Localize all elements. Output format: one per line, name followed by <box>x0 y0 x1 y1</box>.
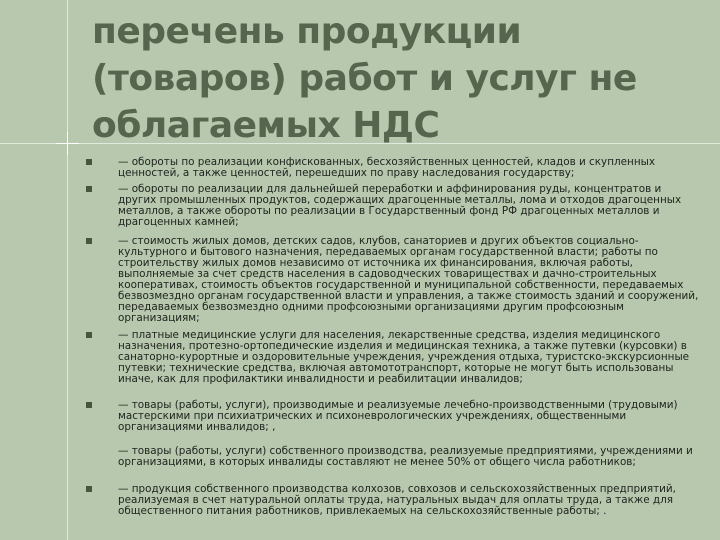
square-bullet-icon <box>86 186 92 192</box>
list-item <box>86 484 702 517</box>
list-item <box>86 400 702 433</box>
square-bullet-icon <box>86 238 92 244</box>
square-bullet-icon <box>86 402 92 408</box>
list-item <box>86 157 702 179</box>
list-item <box>86 184 702 228</box>
square-bullet-icon <box>86 159 92 165</box>
list-item-text: — платные медицинские услуги для населения, лекарственные средства, изделия медицинского назначения, протезно-ортопедические изделия и медицинская техника, а также путевки (курсовки) в санаторно-курортные и оздоровительные учреждения, учреждения отдыха, туристско-экскурсионные путевки; технические средства, включая автомототранспорт, которые не могут быть использованы иначе, как для профилактики инвалидности и реабилитации инвалидов; <box>118 329 690 385</box>
list-item <box>86 236 702 324</box>
square-bullet-icon <box>86 332 92 338</box>
vertical-decor-line <box>67 0 68 540</box>
list-item-text: — обороты по реализации для дальнейшей переработки и аффинирования руды, концентратов и других промышленных продуктов, содержащих драгоценные металлы, лома и отходов драгоценных металлов, а также обороты по реализации в Государственный фонд РФ драгоценных металлов и драгоценных камней; <box>118 183 682 228</box>
list-item <box>86 330 702 385</box>
slide-title: перечень продукции (товаров) работ и услуг не облагаемых НДС <box>92 11 637 146</box>
list-item <box>86 446 702 468</box>
list-item-text: — обороты по реализации конфискованных, бесхозяйственных ценностей, кладов и скупленных ценностей, а также ценностей, перешедших по праву наследования государству; <box>118 156 655 179</box>
list-item-text: — товары (работы, услуги) собственного производства, реализуемые предприятиями, учреждениями и организациями, в которых инвалиды составляют не менее 50% от общего числа работников; <box>118 445 693 468</box>
crosshair-decor-icon <box>56 132 79 155</box>
list-item-text: — продукция собственного производства колхозов, совхозов и сельскохозяйственных предприятий, реализуемая в счет натуральной оплаты труда, натуральных выдач для оплаты труда, а также для общественного питания работников, привлекаемых на сельскохозяйственные работы; . <box>118 483 676 517</box>
list-item-text: — стоимость жилых домов, детских садов, клубов, санаториев и других объектов социально-культурного и бытового назначения, передаваемых органам государственной власти; работы по строительству жилых домов независимо от источника их финансирования, включая работы, выполняемые за счет средств населения в садоводческих товариществах и дачно-строительных кооперативах, стоимость объектов государственной и муниципальной собственности, передаваемых безвозмездно органам государственной власти и управления, а также стоимость зданий и сооружений, передаваемых безвозмездно одними профсоюзными организациями другим профсоюзным организациям; <box>118 235 699 324</box>
list-item-text: — товары (работы, услуги), производимые и реализуемые лечебно-производственными (трудовыми) мастерскими при психиатрических и психоневрологических учреждениях, общественными организациями инвалидов; , <box>118 399 678 433</box>
square-bullet-icon <box>86 486 92 492</box>
